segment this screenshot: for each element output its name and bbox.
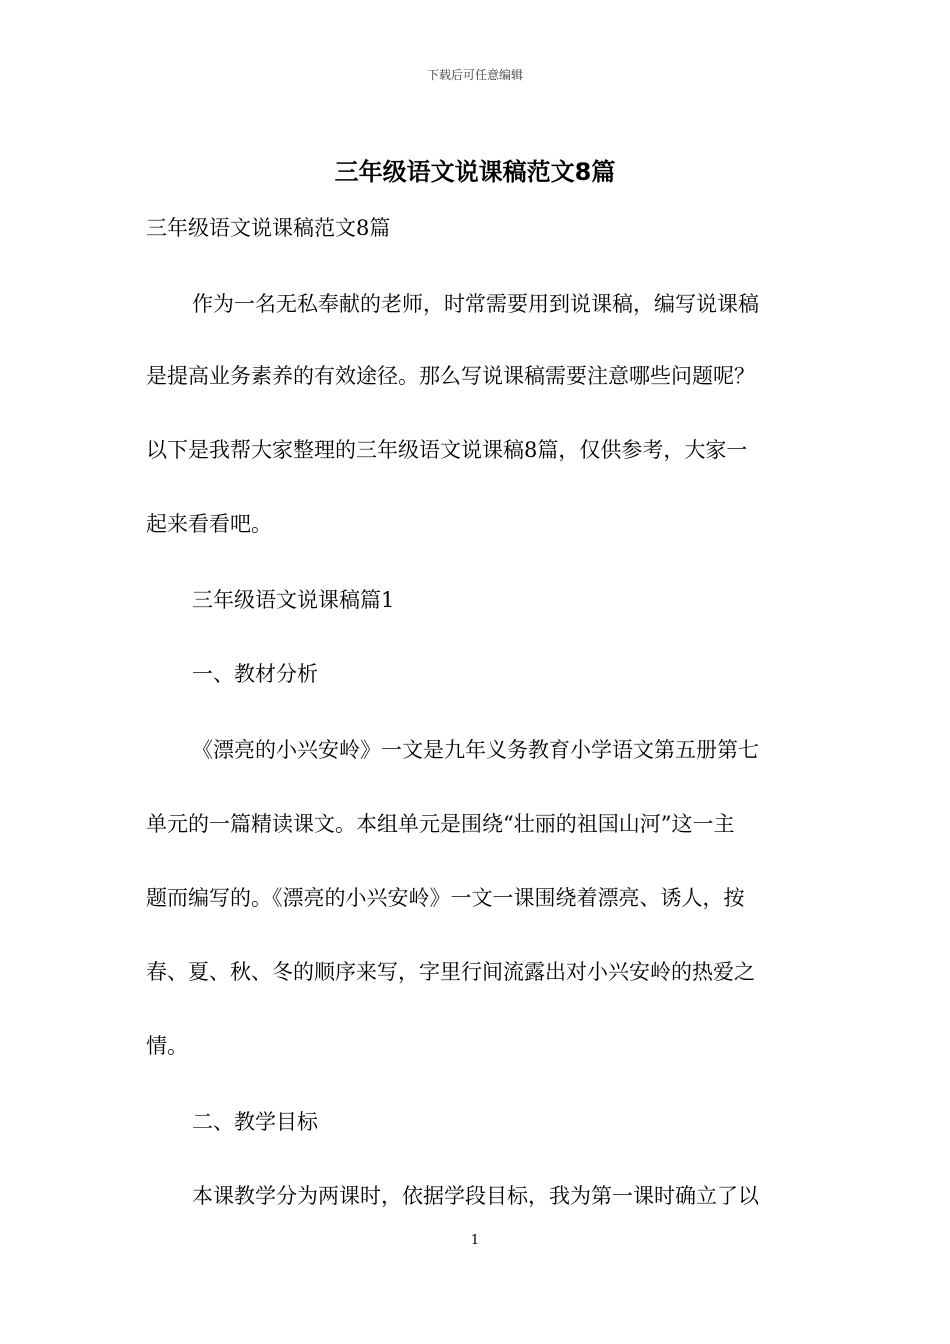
paragraph-line: 单元的一篇精读课文。本组单元是围绕“壮丽的祖国山河”这一主: [146, 812, 735, 836]
section-heading: 三年级语文说课稿篇1: [192, 588, 395, 612]
section-heading: 二、教学目标: [192, 1110, 318, 1134]
paragraph-line: 本课教学分为两课时，依据学段目标，我为第一课时确立了以: [192, 1184, 759, 1208]
paragraph-line: 春、夏、秋、冬的顺序来写，字里行间流露出对小兴安岭的热爱之: [146, 960, 755, 984]
paragraph-line: 以下是我帮大家整理的三年级语文说课稿8篇，仅供参考，大家一: [146, 438, 748, 462]
page-number: 1: [470, 1233, 480, 1248]
paragraph-line: 起来看看吧。: [146, 512, 272, 536]
paragraph-line: 题而编写的。《漂亮的小兴安岭》一文一课围绕着漂亮、诱人，按: [146, 886, 745, 910]
section-heading: 一、教材分析: [192, 662, 318, 686]
paragraph-line: 作为一名无私奉献的老师，时常需要用到说课稿，编写说课稿: [192, 292, 759, 316]
paragraph-line: 是提高业务素养的有效途径。那么写说课稿需要注意哪些问题呢？: [146, 364, 755, 388]
paragraph-line: 《漂亮的小兴安岭》一文是九年义务教育小学语文第五册第七: [192, 738, 759, 762]
paragraph-line: 情。: [146, 1034, 188, 1058]
subtitle-line: 三年级语文说课稿范文8篇: [146, 216, 391, 240]
document-title: 三年级语文说课稿范文8篇: [334, 158, 616, 186]
page-header: 下载后可任意编辑: [426, 68, 523, 82]
